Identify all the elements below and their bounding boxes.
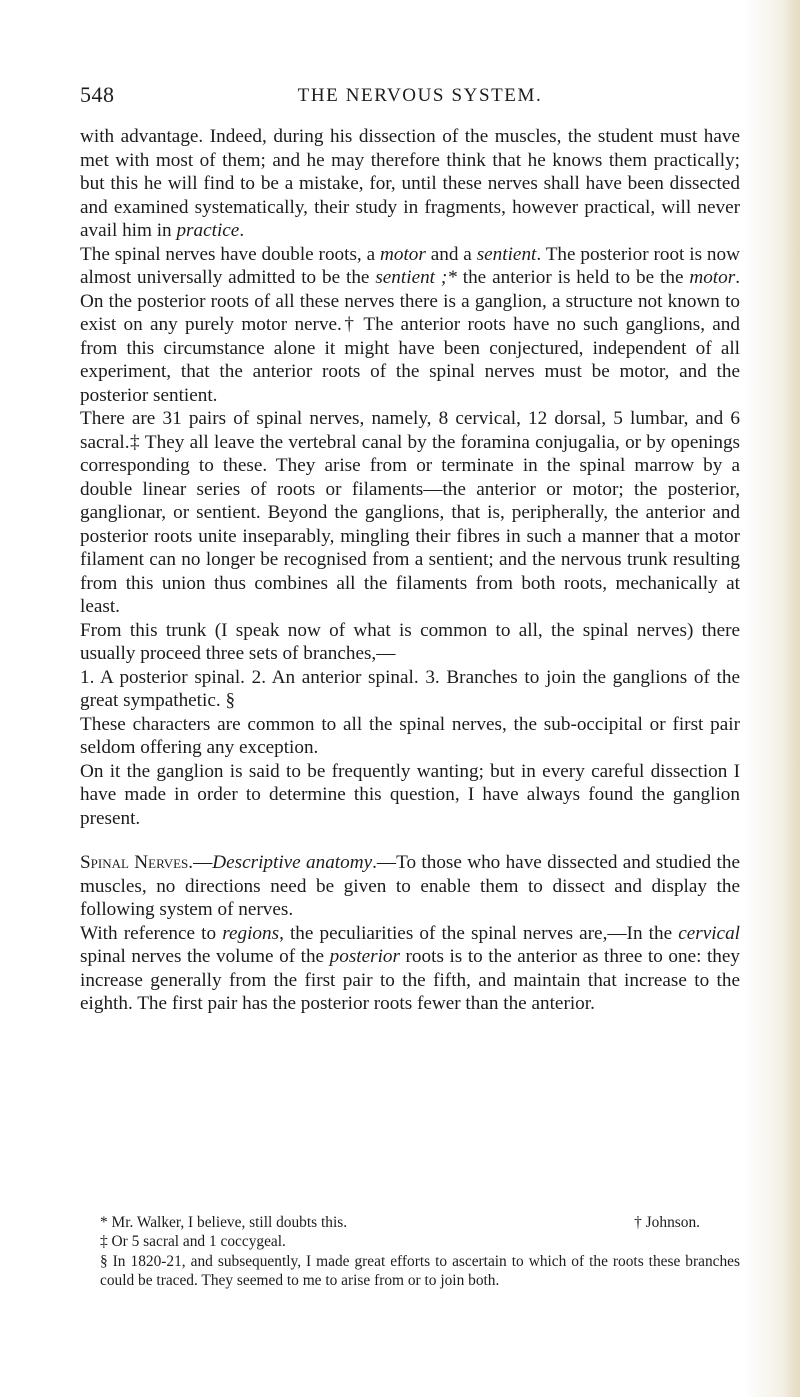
text-run: From this trunk (I speak now of what is common to all, the spinal nerves) there usually proceed three sets of branches,— [80, 619, 740, 664]
footnote-1: * Mr. Walker, I believe, still doubts this. [100, 1214, 348, 1231]
page-header [80, 82, 740, 112]
text-run: On it the ganglion is said to be frequently wanting; but in every careful dissection I have made in order to determine this question, I have always found the ganglion present. [80, 760, 740, 829]
text-run: The spinal nerves have double roots, a [80, 243, 380, 265]
paragraph-p4 [80, 619, 740, 666]
paragraph-p2 [80, 243, 740, 408]
section-heading: Spinal Nerves. [80, 852, 194, 873]
text-run: , the peculiarities of the spinal nerves are,—In the [279, 922, 679, 944]
text-run: roots is to the anterior as three to one: they increase generally from the first pair to the fifth, and maintain that increase to the eighth. The first pair has the posterior roots fewer than the anterior. [80, 946, 741, 1014]
text-run: .—To those who have dissected and studied the muscles, no directions need be given to enable them to dissect and display the following system of nerves. [80, 852, 740, 920]
paragraph-p8 [80, 851, 740, 922]
text-run: the anterior is held to be the [456, 267, 690, 288]
paragraph-p6 [80, 713, 740, 760]
text-run: with advantage. Indeed, during his dissection of the muscles, the student must have met with most of them; and he may therefore think that he knows them practically; but this he will find to be a mistake, for, until these nerves shall have been dissected and examined systematically, their study in fragments, however practical, will never avail him in [80, 126, 740, 241]
text-run: spinal nerves the volume of the [80, 946, 330, 967]
body-text [80, 125, 740, 1016]
italic-term: motor [380, 243, 426, 265]
italic-term: practice [176, 220, 240, 241]
text-run: With reference to [80, 922, 223, 944]
footnote-1-row [80, 1213, 740, 1232]
running-head: THE NERVOUS SYSTEM. [297, 85, 543, 106]
footnotes [80, 1213, 740, 1290]
text-run: — [193, 852, 213, 873]
italic-term: sentient [476, 243, 537, 265]
page-number: 548 [80, 82, 115, 107]
text-run: There are 31 pairs of spinal nerves, namely, 8 cervical, 12 dorsal, 5 lumbar, and 6 sacral.‡ They all leave the vertebral canal by the foramina conjugalia, or by openings corresponding to these. They arise from or terminate in the spinal marrow by a double linear series of roots or filaments—the anterior or motor; the posterior, ganglionar, or sentient. Beyond the ganglions, that is, peripherally, the anterior and posterior roots unite inseparably, mingling their fibres in such a manner that a motor filament can no longer be recognised from a sentient; and the nervous trunk resulting from this union thus combines all the filaments from both roots, mechanically at least. [80, 408, 740, 617]
paragraph-p1 [80, 125, 740, 243]
text-run: and a [425, 243, 477, 265]
italic-term: Descriptive anatomy [212, 852, 373, 873]
footnote-2: † Johnson. [634, 1214, 700, 1231]
text-run: These characters are common to all the spinal nerves, the sub-occipital or first pair seldom offering any exception. [80, 713, 740, 758]
text-run: . On the posterior roots of all these nerves there is a ganglion, a structure not known to exist on any purely motor nerve.† The anterior roots have no such ganglions, and from this circumstance alone it might have been conjectured, independent of all experiment, that the anterior roots of the spinal nerves must be motor, and the posterior sentient. [80, 267, 740, 406]
text-run: . [239, 220, 245, 241]
italic-term: motor [689, 267, 736, 288]
text-run: . The posterior root is now almost universally admitted to be the [80, 243, 740, 288]
paragraph-p7 [80, 760, 740, 831]
text-run: 1. A posterior spinal. 2. An anterior spinal. 3. Branches to join the ganglions of the great sympathetic. § [80, 666, 740, 711]
paragraph-p9 [80, 922, 740, 1016]
italic-term: sentient ;* [375, 267, 457, 288]
italic-term: posterior [329, 946, 400, 967]
italic-term: regions [222, 922, 280, 944]
footnote-3: ‡ Or 5 sacral and 1 coccygeal. [100, 1233, 286, 1251]
italic-term: cervical [678, 922, 740, 944]
page-edge-discoloration [782, 0, 800, 1397]
paragraph-p3 [80, 407, 740, 619]
paragraph-p5 [80, 666, 740, 713]
footnote-4: § In 1820-21, and subsequently, I made great efforts to ascertain to which of the roots these branches could be traced. They seemed to me to arise from or to join both. [100, 1252, 740, 1289]
